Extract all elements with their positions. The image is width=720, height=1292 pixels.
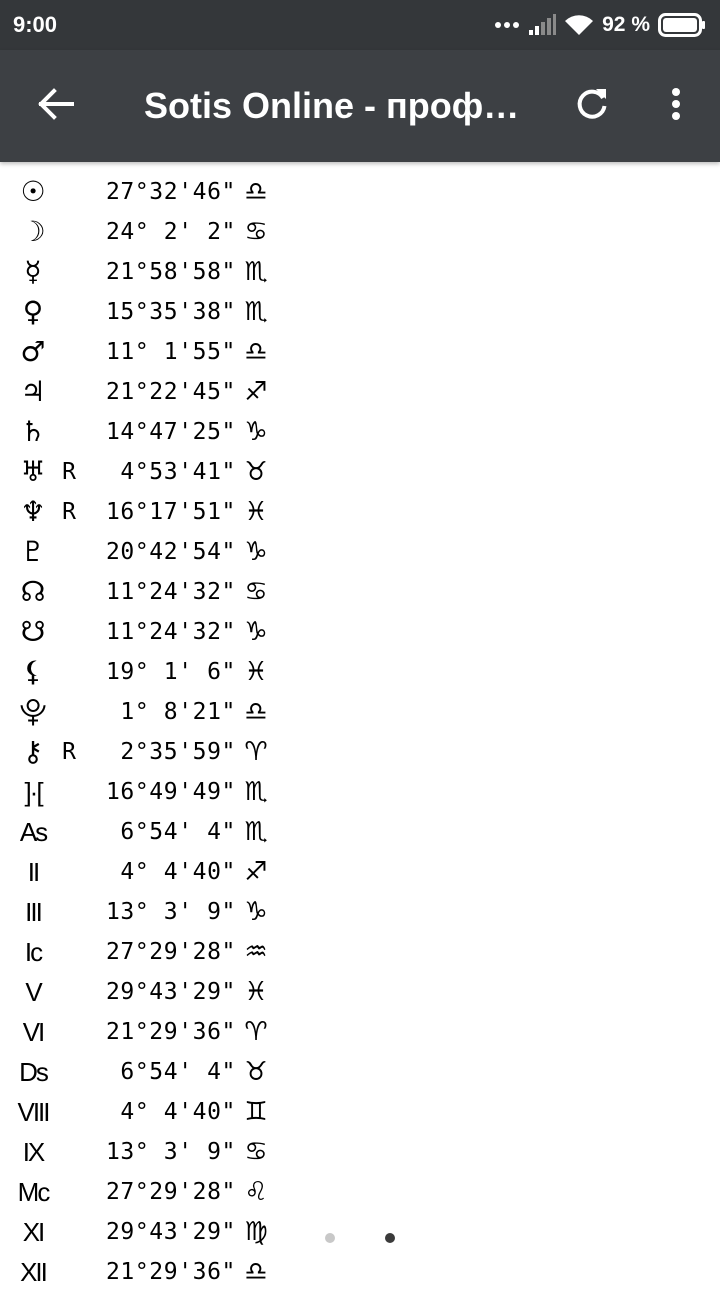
back-button[interactable] xyxy=(28,78,84,134)
refresh-icon xyxy=(574,86,610,126)
wifi-icon xyxy=(564,14,594,36)
retrograde-marker: R xyxy=(62,499,76,525)
position-row xyxy=(0,532,300,572)
retrograde-marker xyxy=(56,332,82,372)
zodiac-sign-icon: ♉ xyxy=(244,1057,268,1087)
status-indicators xyxy=(494,13,706,37)
page-title: Sotis Online - проф… xyxy=(144,85,520,126)
position-row xyxy=(0,1132,300,1172)
retrograde-marker xyxy=(56,772,82,812)
zodiac-sign-icon: ♓ xyxy=(244,657,268,687)
zodiac-sign-icon: ♓ xyxy=(244,497,268,527)
degree-position: 16°17'51" xyxy=(105,499,236,525)
degree-position: 21°29'36" xyxy=(105,1259,236,1285)
body-glyph: As xyxy=(19,817,47,847)
retrograde-marker xyxy=(56,972,82,1012)
zodiac-sign-icon: ♎ xyxy=(244,697,268,727)
position-row xyxy=(0,932,300,972)
position-row xyxy=(0,892,300,932)
retrograde-marker xyxy=(56,292,82,332)
zodiac-sign-icon: ♉ xyxy=(244,457,268,487)
zodiac-sign-icon: ♎ xyxy=(244,337,268,367)
degree-position: 1° 8'21" xyxy=(105,699,236,725)
body-glyph: XII xyxy=(20,1257,46,1287)
position-row xyxy=(0,852,300,892)
position-row xyxy=(0,1252,300,1292)
degree-position: 13° 3' 9" xyxy=(105,899,236,925)
body-glyph: ⯓ xyxy=(19,695,47,728)
position-row xyxy=(0,772,300,812)
position-row xyxy=(0,652,300,692)
degree-position: 11°24'32" xyxy=(105,579,236,605)
more-vert-icon xyxy=(671,87,681,125)
degree-position: 29°43'29" xyxy=(105,979,236,1005)
position-row xyxy=(0,1172,300,1212)
zodiac-sign-icon: ♏ xyxy=(244,297,268,327)
degree-position: 4°53'41" xyxy=(105,459,236,485)
body-glyph: ☋ xyxy=(20,615,46,648)
retrograde-marker xyxy=(56,1052,82,1092)
body-glyph: ☿ xyxy=(24,255,42,288)
degree-position: 4° 4'40" xyxy=(105,1099,236,1125)
page-dot-2-active[interactable] xyxy=(385,1233,395,1243)
body-glyph: XI xyxy=(22,1217,44,1247)
zodiac-sign-icon: ♍ xyxy=(244,1217,268,1247)
degree-position: 15°35'38" xyxy=(105,299,236,325)
zodiac-sign-icon: ♑ xyxy=(244,897,268,927)
zodiac-sign-icon: ♑ xyxy=(244,617,268,647)
retrograde-marker xyxy=(56,1012,82,1052)
degree-position: 21°58'58" xyxy=(105,259,236,285)
degree-position: 27°32'46" xyxy=(105,179,236,205)
position-row xyxy=(0,172,300,212)
retrograde-marker xyxy=(56,252,82,292)
more-notifications-icon xyxy=(494,21,520,29)
retrograde-marker xyxy=(56,1092,82,1132)
body-glyph: Ds xyxy=(19,1057,47,1087)
zodiac-sign-icon: ♊ xyxy=(244,1097,268,1127)
zodiac-sign-icon: ♎ xyxy=(244,177,268,207)
battery-percent: 92 % xyxy=(602,13,650,36)
body-glyph: ♄ xyxy=(20,415,46,448)
zodiac-sign-icon: ♎ xyxy=(244,1257,268,1287)
retrograde-marker xyxy=(56,212,82,252)
zodiac-sign-icon: ♏ xyxy=(244,817,268,847)
position-row xyxy=(0,452,300,492)
zodiac-sign-icon: ♐ xyxy=(244,377,268,407)
position-row xyxy=(0,252,300,292)
battery-icon xyxy=(658,13,706,37)
body-glyph: III xyxy=(25,897,41,927)
retrograde-marker xyxy=(56,532,82,572)
body-glyph: ⚸ xyxy=(22,655,44,688)
body-glyph: ☽ xyxy=(20,215,46,248)
zodiac-sign-icon: ♏ xyxy=(244,257,268,287)
degree-position: 6°54' 4" xyxy=(105,1059,236,1085)
position-row xyxy=(0,1052,300,1092)
retrograde-marker xyxy=(56,372,82,412)
retrograde-marker: R xyxy=(62,459,76,485)
position-row xyxy=(0,812,300,852)
body-glyph: VIII xyxy=(17,1097,49,1127)
degree-position: 21°29'36" xyxy=(105,1019,236,1045)
degree-position: 19° 1' 6" xyxy=(105,659,236,685)
retrograde-marker xyxy=(56,652,82,692)
body-glyph: ♇ xyxy=(20,535,46,568)
body-glyph: ♂ xyxy=(20,335,46,368)
position-row xyxy=(0,572,300,612)
zodiac-sign-icon: ♑ xyxy=(244,417,268,447)
position-row xyxy=(0,692,300,732)
retrograde-marker xyxy=(56,852,82,892)
retrograde-marker xyxy=(56,572,82,612)
degree-position: 20°42'54" xyxy=(105,539,236,565)
zodiac-sign-icon: ♋ xyxy=(244,1137,268,1167)
retrograde-marker xyxy=(56,932,82,972)
body-glyph: ]·[ xyxy=(24,777,42,807)
zodiac-sign-icon: ♈ xyxy=(244,1017,268,1047)
retrograde-marker: R xyxy=(62,739,76,765)
body-glyph: ⚷ xyxy=(22,735,44,768)
position-row xyxy=(0,612,300,652)
zodiac-sign-icon: ♋ xyxy=(244,577,268,607)
page-dot-1[interactable] xyxy=(325,1233,335,1243)
zodiac-sign-icon: ♏ xyxy=(244,777,268,807)
body-glyph: ♃ xyxy=(20,375,46,408)
retrograde-marker xyxy=(56,812,82,852)
body-glyph: Mc xyxy=(17,1177,49,1207)
body-glyph: Ic xyxy=(24,937,42,967)
body-glyph: V xyxy=(25,977,41,1007)
body-glyph: ♅ xyxy=(20,455,46,488)
degree-position: 4° 4'40" xyxy=(105,859,236,885)
zodiac-sign-icon: ♈ xyxy=(244,737,268,767)
planet-positions-list xyxy=(0,172,720,1292)
position-row xyxy=(0,1092,300,1132)
refresh-button[interactable] xyxy=(564,78,620,134)
position-row xyxy=(0,332,300,372)
degree-position: 11° 1'55" xyxy=(105,339,236,365)
status-time: 9:00 xyxy=(13,12,58,37)
zodiac-sign-icon: ♒ xyxy=(244,937,268,967)
degree-position: 24° 2' 2" xyxy=(105,219,236,245)
degree-position: 2°35'59" xyxy=(105,739,236,765)
position-row xyxy=(0,292,300,332)
position-row xyxy=(0,972,300,1012)
signal-icon xyxy=(528,14,556,36)
arrow-back-icon xyxy=(38,88,74,124)
body-glyph: VI xyxy=(22,1017,44,1047)
body-glyph: II xyxy=(27,857,39,887)
body-glyph: IX xyxy=(22,1137,44,1167)
zodiac-sign-icon: ♓ xyxy=(244,977,268,1007)
position-row xyxy=(0,412,300,452)
body-glyph: ♀ xyxy=(22,295,44,328)
retrograde-marker xyxy=(56,1252,82,1292)
body-glyph: ☊ xyxy=(20,575,46,608)
body-glyph: ☉ xyxy=(20,175,46,208)
retrograde-marker xyxy=(56,1132,82,1172)
position-row xyxy=(0,212,300,252)
degree-position: 21°22'45" xyxy=(105,379,236,405)
body-glyph: ♆ xyxy=(20,495,46,528)
position-row xyxy=(0,1012,300,1052)
status-bar xyxy=(0,0,720,50)
position-row xyxy=(0,732,300,772)
page-indicator xyxy=(0,1228,720,1248)
retrograde-marker xyxy=(56,1172,82,1212)
zodiac-sign-icon: ♌ xyxy=(244,1177,268,1207)
degree-position: 11°24'32" xyxy=(105,619,236,645)
position-row xyxy=(0,492,300,532)
retrograde-marker xyxy=(56,412,82,452)
overflow-menu-button[interactable] xyxy=(648,78,704,134)
position-row xyxy=(0,372,300,412)
app-bar xyxy=(0,50,720,162)
retrograde-marker xyxy=(56,692,82,732)
degree-position: 27°29'28" xyxy=(105,939,236,965)
zodiac-sign-icon: ♐ xyxy=(244,857,268,887)
zodiac-sign-icon: ♋ xyxy=(244,217,268,247)
degree-position: 29°43'29" xyxy=(105,1219,236,1245)
retrograde-marker xyxy=(56,892,82,932)
retrograde-marker xyxy=(56,172,82,212)
degree-position: 13° 3' 9" xyxy=(105,1139,236,1165)
zodiac-sign-icon: ♑ xyxy=(244,537,268,567)
degree-position: 27°29'28" xyxy=(105,1179,236,1205)
retrograde-marker xyxy=(56,612,82,652)
degree-position: 6°54' 4" xyxy=(105,819,236,845)
degree-position: 16°49'49" xyxy=(105,779,236,805)
degree-position: 14°47'25" xyxy=(105,419,236,445)
